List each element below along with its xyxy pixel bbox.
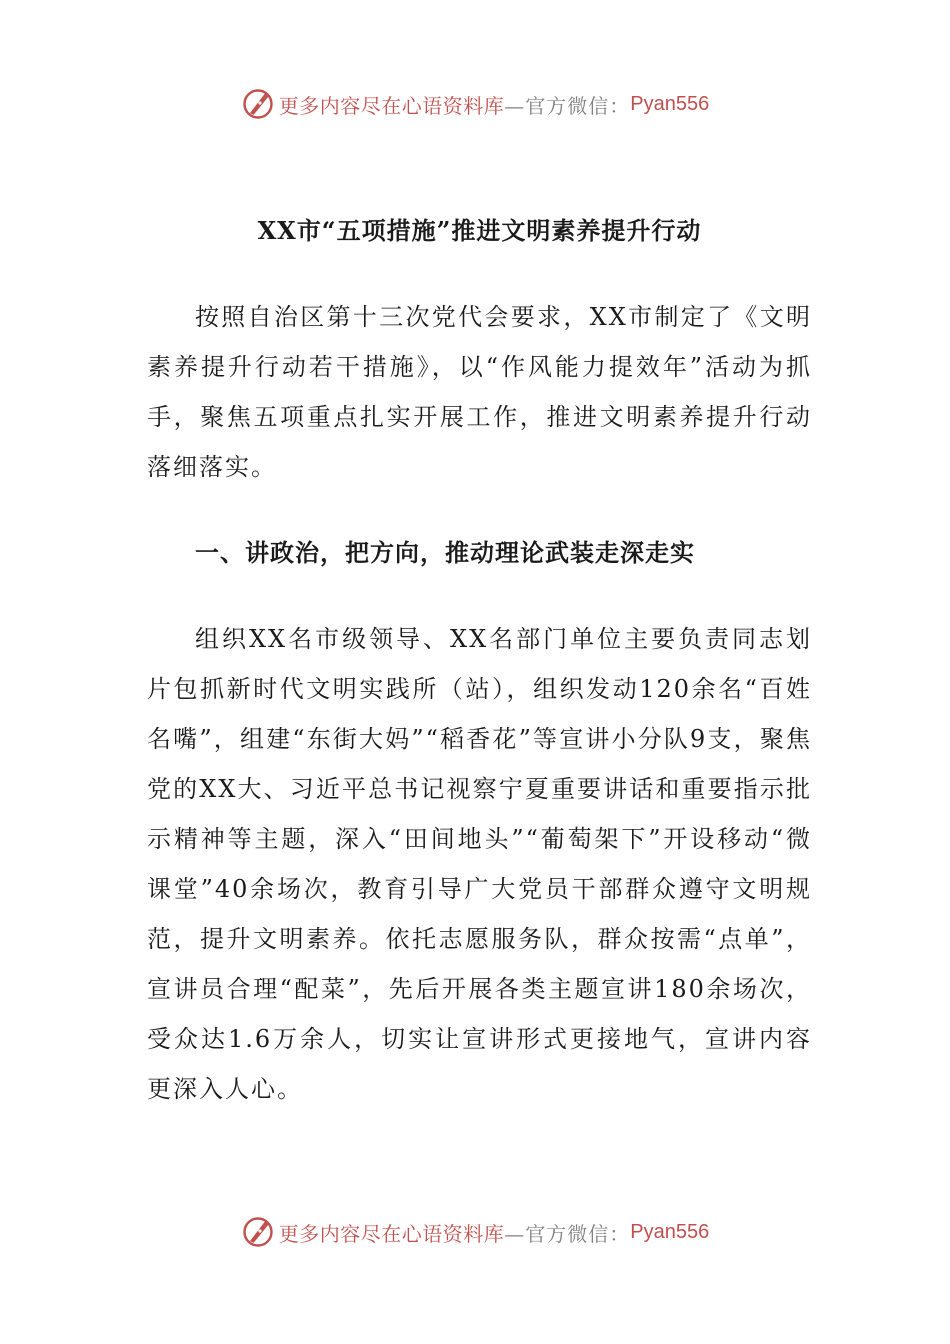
footer-watermark-banner xyxy=(0,1208,950,1256)
banner-main-text: 更多内容尽在心语资料库 xyxy=(278,93,505,118)
document-title: XX市“五项措施”推进文明素养提升行动 xyxy=(257,216,702,245)
intro-paragraph: 按照自治区第十三次党代会要求，XX市制定了《文明素养提升行动若干措施》，以“作风能力提效年”活动为抓手，聚焦五项重点扎实开展工作，推进文明素养提升行动落细落实。 xyxy=(147,303,812,481)
banner-wechat-id: Pyan556 xyxy=(630,1220,710,1243)
banner-separator-text: —官方微信： xyxy=(504,1221,631,1246)
header-watermark-banner xyxy=(0,80,950,128)
document-body xyxy=(147,206,812,1114)
section-1-paragraph: 组织XX名市级领导、XX名部门单位主要负责同志划片包抓新时代文明实践所（站），组织发动120余名“百姓名嘴”，组建“东街大妈”“稻香花”等宣讲小分队9支，聚焦党的XX大、习近平总书记视察宁夏重要讲话和重要指示批示精神等主题，深入“田间地头”“葡萄架下”开设移动“微课堂”40余场次，教育引导广大党员干部群众遵守文明规范，提升文明素养。依托志愿服务队，群众按需“点单”，宣讲员合理“配菜”，先后开展各类主题宣讲180余场次，受众达1.6万余人，切实让宣讲形式更接地气，宣讲内容更深入人心。 xyxy=(147,625,812,1103)
section-1-heading: 一、讲政治，把方向，推动理论武装走深走实 xyxy=(195,538,695,567)
banner-separator-text: —官方微信： xyxy=(504,93,631,118)
banner-wechat-id: Pyan556 xyxy=(630,92,710,115)
banner-main-text: 更多内容尽在心语资料库 xyxy=(278,1221,505,1246)
pen-nib-circle-icon xyxy=(241,1215,275,1249)
pen-nib-circle-icon xyxy=(241,87,275,121)
